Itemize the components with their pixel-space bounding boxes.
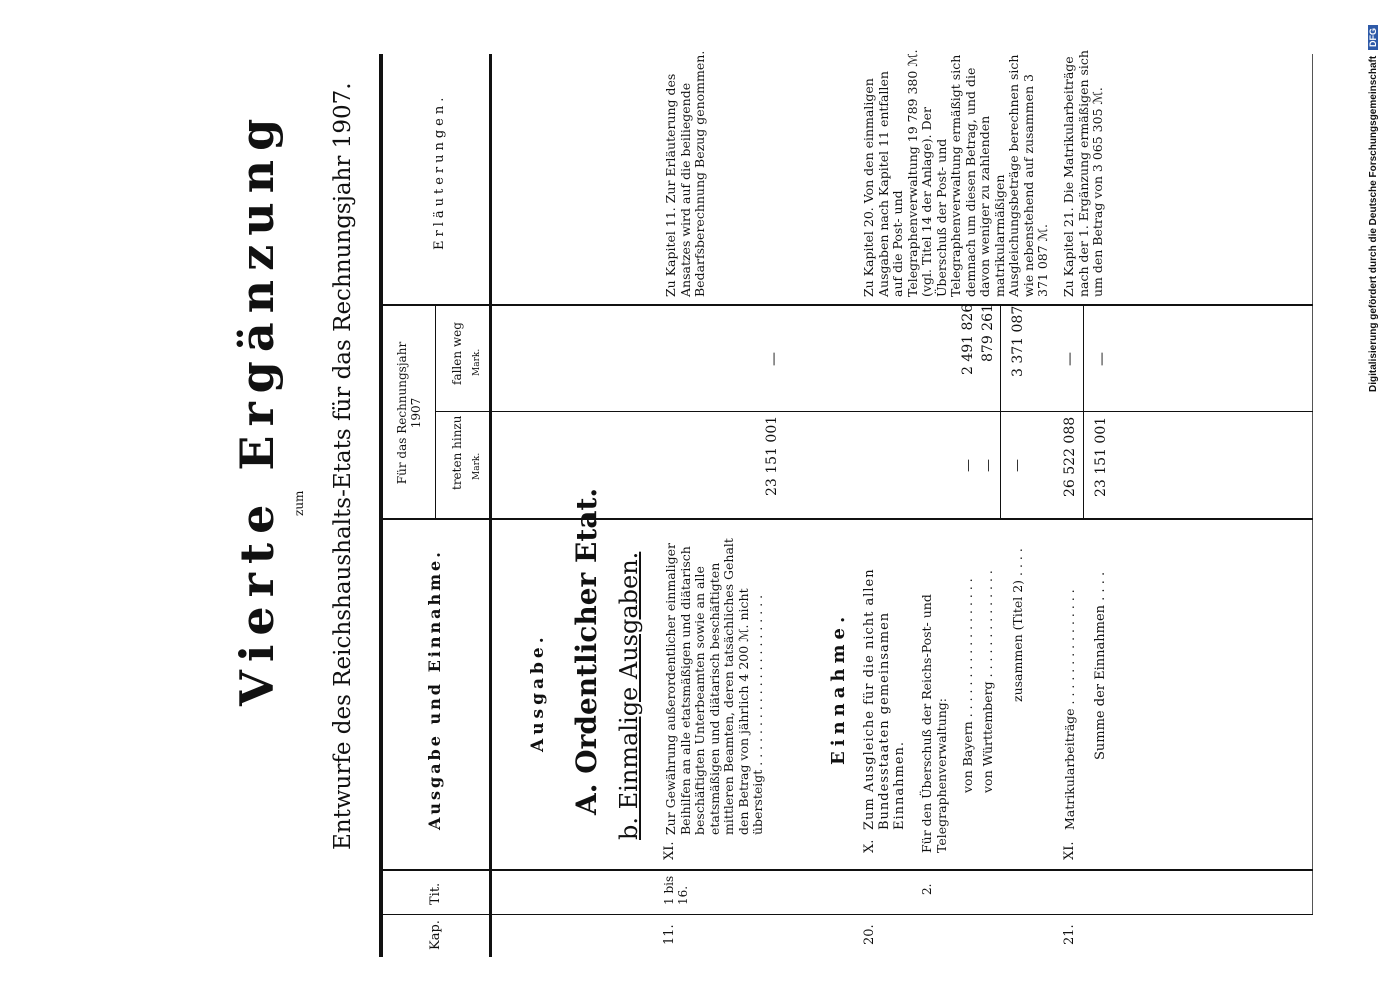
rechnungsjahr-underline: [435, 304, 436, 519]
digitization-notice: [1368, 25, 1379, 392]
dfg-logo: DFG: [1368, 25, 1378, 50]
einnahme-wuerttemberg-weg: 879 261: [980, 304, 996, 362]
einnahme-roman-xi: XI.: [1062, 841, 1077, 860]
einnahme-matrikular-hinzu: 26 522 088: [1062, 416, 1078, 497]
einnahme-kap-21: 21.: [1062, 924, 1077, 945]
einnahme-zusammen-weg: 3 371 087: [1010, 305, 1026, 377]
table-right-border: [1312, 54, 1313, 914]
row-amount-hinzu: 23 151 001: [764, 415, 780, 496]
sum-line-hinzu-2: [1083, 412, 1084, 518]
einnahme-kap-20: 20.: [862, 924, 877, 945]
header-erlaeuterungen: Erläuterungen.: [432, 93, 447, 250]
header-rechnungsjahr: Für das Rechnungsjahr 1907: [395, 341, 423, 485]
summe-einnahmen-label: Summe der Einnahmen . . . .: [1093, 571, 1108, 760]
row-note: Zu Kapitel 11. Zur Erläuterung des Ansatzes wird auf die beiliegende Bedarfsberechnung Bezug genommen.: [663, 50, 707, 297]
einnahme-zusammen-hinzu: —: [1010, 459, 1025, 472]
col-divider-text-amounts: [383, 518, 1313, 520]
sum-line-weg-1: [1000, 306, 1001, 411]
einnahme-roman-x: X.: [862, 839, 877, 853]
document-title: Vierte Ergänzung: [230, 109, 284, 706]
section-ausgabe-heading: Ausgabe.: [528, 633, 548, 752]
einnahme-tit-2: 2.: [920, 883, 934, 895]
einnahme-ueberschuss-text: Für den Überschuß der Reichs-Post- und Telegraphenverwaltung:: [919, 594, 949, 853]
einnahme-note-kap-21: Zu Kapitel 21. Die Matrikularbeiträge nach der 1. Ergänzung ermäßigen sich um den Betrag von 3 065 305 ℳ.: [1061, 50, 1105, 297]
summe-einnahmen-weg: —: [1094, 352, 1110, 366]
einnahme-note-kap-20: Zu Kapitel 20. Von den einmaligen Ausgaben nach Kapitel 11 entfallen auf die Post- und Telegraphenverwaltung 19 789 380 ℳ. (vgl. Titel 14 der Anlage). Der Überschuß der Post- und Telegraphenverwaltung ermäßigt sich demnach um diesen Betrag, und die davon weniger zu zahlenden matrikularmäßigen Ausgleichungsbeträge berechnen sich wie nebenstehend auf zusammen 3 371 087 ℳ.: [861, 49, 1050, 297]
section-ordentlicher-etat: A. Ordentlicher Etat.: [570, 487, 603, 815]
table-header-divider: [489, 54, 492, 957]
section-einnahme-heading: Einnahme.: [828, 611, 849, 765]
summe-einnahmen-hinzu: 23 151 001: [1093, 416, 1109, 497]
row-text: Zur Gewährung außerordentlicher einmaliger Beihilfen an alle etatsmäßigen und diätarisch beschäftigten Unterbeamten sowie an alle etatsmäßigen und diätarisch beschäftigten mittleren Beamten, deren tatsächliches Gehalt den Betrag von jährlich 4 200 ℳ. nicht übersteigt . . . . . . . . . . . . . . . . . . . . . .: [663, 538, 765, 835]
header-mark-hinzu: Mark.: [472, 452, 482, 480]
header-fallen-weg: fallen weg: [450, 322, 464, 385]
header-ausgabe-einnahme: Ausgabe und Einnahme.: [425, 549, 444, 830]
col-divider-tit-text: [383, 869, 1313, 871]
title-connector: zum: [292, 490, 306, 516]
einnahme-ausgleich-text: Zum Ausgleiche für die nicht allen Bundesstaaten gemeinsamen Einnahmen.: [862, 568, 907, 830]
digitization-text: Digitalisierung gefördert durch die Deutsche Forschungsgemeinschaft: [1368, 55, 1379, 392]
row-roman: XI.: [662, 841, 677, 860]
col-divider-hinzu-weg: [435, 411, 1313, 412]
document-subtitle: Entwurfe des Reichshaushalts-Etats für das Rechnungsjahr 1907.: [330, 82, 356, 850]
einnahme-matrikular-label: Matrikularbeiträge . . . . . . . . . . . . . . .: [1062, 589, 1077, 830]
einnahme-line-bayern: von Bayern . . . . . . . . . . . . . . . . . .: [960, 578, 975, 793]
einnahme-matrikular-weg: —: [1062, 352, 1078, 366]
col-divider-amounts-notes: [383, 304, 1313, 306]
table-left-border: [379, 54, 383, 957]
sum-line-weg-2: [1083, 306, 1084, 411]
row-kap: 11.: [662, 924, 677, 945]
col-divider-kap-tit: [383, 914, 1313, 915]
row-amount-weg: —: [766, 352, 782, 366]
header-treten-hinzu: treten hinzu: [450, 415, 464, 490]
einnahme-line-wuerttemberg: von Württemberg . . . . . . . . . . . . . .: [980, 570, 995, 793]
einnahme-bayern-weg: 2 491 826: [960, 303, 976, 375]
section-einmalige-ausgaben: b. Einmalige Ausgaben.: [615, 551, 643, 840]
einnahme-line-zusammen: zusammen (Titel 2) . . . .: [1010, 548, 1025, 702]
header-mark-weg: Mark.: [472, 348, 482, 376]
row-tit: 1 bis 16.: [662, 875, 690, 905]
einnahme-bayern-hinzu: —: [961, 459, 976, 472]
einnahme-wuerttemberg-hinzu: —: [981, 459, 996, 472]
header-tit: Tit.: [428, 882, 443, 905]
sum-line-hinzu-1: [1000, 412, 1001, 518]
header-kap: Kap.: [428, 920, 443, 950]
